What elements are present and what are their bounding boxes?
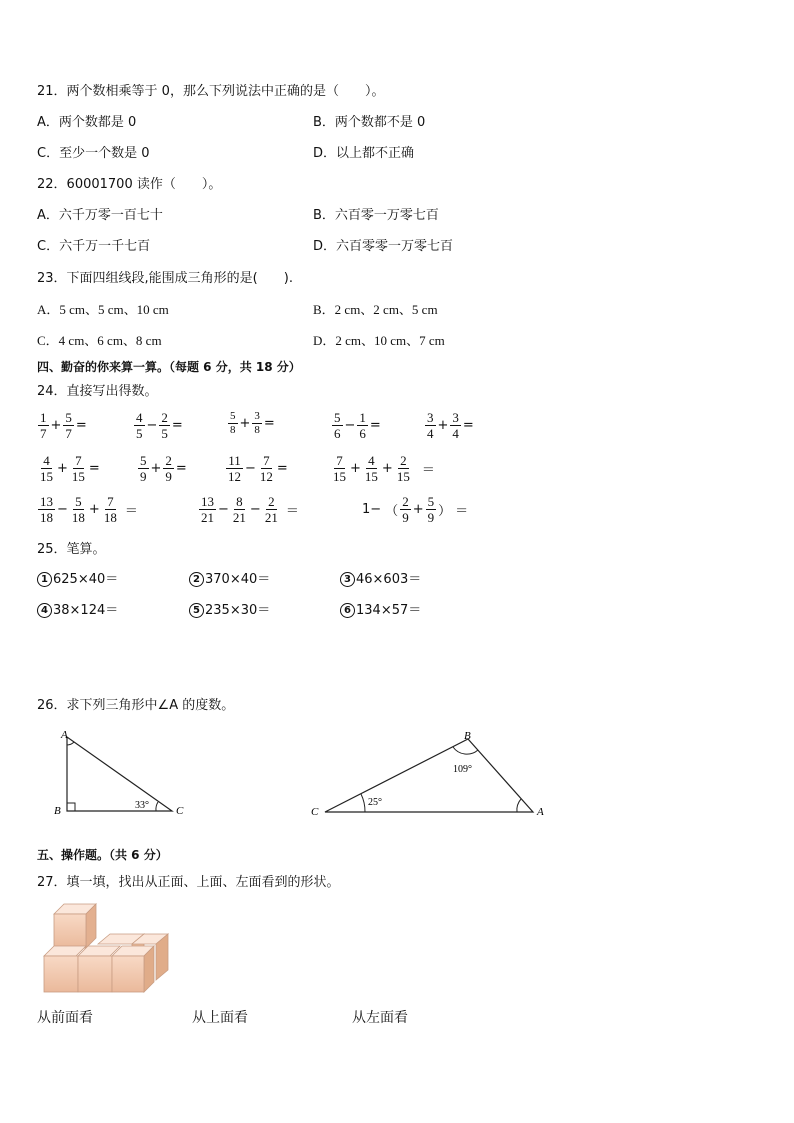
numerator: 3 <box>452 410 459 425</box>
equals-sign: = <box>263 416 275 431</box>
denominator: 15 <box>396 469 410 484</box>
q22-option-a: A．六千万零一百七十 <box>37 208 163 223</box>
equals-sign: = <box>369 418 381 433</box>
circled-number: 1 <box>37 572 52 587</box>
q27-stem: 27．填一填，找出从正面、上面、左面看到的形状。 <box>37 875 340 890</box>
fraction <box>38 410 49 441</box>
numerator: 7 <box>263 453 270 468</box>
vertex-a-label: A <box>537 806 544 818</box>
plus-sign: + <box>350 461 361 476</box>
fraction <box>163 453 174 484</box>
minus-sign: − <box>245 461 256 476</box>
numerator: 5 <box>427 494 435 509</box>
fraction <box>400 494 411 525</box>
plus-sign: + <box>150 461 162 476</box>
vertex-b-label: B <box>464 730 471 742</box>
equals-sign: ＝ <box>455 504 469 519</box>
denominator: 4 <box>427 426 434 441</box>
q24-expr-3 <box>228 410 277 437</box>
right-angle-mark <box>67 803 75 811</box>
view-top-label: 从上面看 <box>192 1010 248 1026</box>
q22-option-b: B．六百零一万零七百 <box>313 208 439 223</box>
denominator: 8 <box>230 424 236 436</box>
q25-item-expr: 370×40＝ <box>205 572 271 587</box>
q23-option-a: A．5 cm、5 cm、10 cm <box>37 302 169 317</box>
q25-item-expr: 46×603＝ <box>356 572 422 587</box>
denominator: 6 <box>359 426 366 441</box>
cube <box>112 946 154 992</box>
fraction <box>138 453 149 484</box>
denominator: 6 <box>334 426 341 441</box>
q24-expr-9 <box>331 453 437 484</box>
equals-sign: = <box>175 461 187 476</box>
equals-sign: = <box>88 461 100 476</box>
minus-sign: − <box>218 502 229 517</box>
right-triangle-figure <box>40 725 210 825</box>
numerator: 2 <box>268 494 275 509</box>
numerator: 5 <box>140 453 147 468</box>
q25-stem: 25．笔算。 <box>37 542 106 557</box>
numerator: 1 <box>359 410 366 425</box>
numerator: 7 <box>107 494 114 509</box>
numerator: 4 <box>368 453 375 468</box>
triangle-outline <box>325 739 533 812</box>
denominator: 21 <box>201 510 214 525</box>
q25-item-expr: 235×30＝ <box>205 603 271 618</box>
view-left-label: 从左面看 <box>352 1010 408 1026</box>
equals-sign: = <box>75 418 87 433</box>
q24-expr-2 <box>134 410 185 441</box>
numerator: 3 <box>254 410 260 422</box>
section4-title: 四、勤奋的你来算一算。（每题 6 分，共 18 分） <box>37 360 301 374</box>
q25-item-4 <box>37 602 118 620</box>
minus-sign: − <box>344 418 356 433</box>
numerator: 5 <box>230 410 236 422</box>
fraction <box>425 410 436 441</box>
denominator: 15 <box>333 469 346 484</box>
plus-sign: + <box>239 416 251 431</box>
equals-sign: ＝ <box>124 504 138 519</box>
cube-arrangement-figure <box>40 898 180 998</box>
numerator: 8 <box>236 494 243 509</box>
angle-b-arc <box>453 747 478 754</box>
q25-item-5 <box>189 602 270 620</box>
numerator: 2 <box>165 453 172 468</box>
q23-option-b: B．2 cm、2 cm、5 cm <box>313 302 438 317</box>
equals-sign: = <box>171 418 183 433</box>
q26-stem: 26．求下列三角形中∠A 的度数。 <box>37 698 235 713</box>
denominator: 9 <box>402 510 409 525</box>
numerator: 7 <box>336 453 343 468</box>
circled-number: 6 <box>340 603 355 618</box>
plus-sign: + <box>381 461 393 476</box>
fraction <box>226 453 243 484</box>
fraction <box>70 453 87 484</box>
plus-sign: + <box>50 418 62 433</box>
numerator: 1 <box>40 410 47 425</box>
q21-option-a: A．两个数都是 0 <box>37 115 137 130</box>
angle-33-label: 33° <box>135 800 149 811</box>
angle-c-arc <box>361 794 365 812</box>
q24-expr-4 <box>332 410 383 441</box>
numerator: 13 <box>201 494 214 509</box>
denominator: 7 <box>40 426 47 441</box>
fraction <box>159 410 170 441</box>
denominator: 18 <box>71 510 85 525</box>
denominator: 7 <box>65 426 72 441</box>
denominator: 4 <box>452 426 459 441</box>
fraction <box>363 453 380 484</box>
left-paren: （ <box>385 504 399 519</box>
denominator: 15 <box>364 469 378 484</box>
numerator: 5 <box>65 410 72 425</box>
plus-sign: + <box>412 502 424 517</box>
fraction <box>263 494 280 525</box>
q25-item-expr: 134×57＝ <box>356 603 422 618</box>
fraction <box>134 410 145 441</box>
numerator: 4 <box>43 453 50 468</box>
q22-option-d: D．六百零零一万零七百 <box>313 239 454 254</box>
q23-option-d: D．2 cm、10 cm、7 cm <box>313 333 445 348</box>
view-front-label: 从前面看 <box>37 1010 93 1026</box>
q25-item-1 <box>37 571 118 589</box>
fraction <box>199 494 216 525</box>
circled-number: 2 <box>189 572 204 587</box>
obtuse-triangle-figure <box>305 725 555 825</box>
fraction <box>70 494 87 525</box>
fraction <box>426 494 437 525</box>
q24-expr-11 <box>199 494 301 525</box>
equals-sign: = <box>276 461 288 476</box>
fraction <box>331 453 348 484</box>
denominator: 18 <box>103 510 117 525</box>
denominator: 18 <box>40 510 53 525</box>
q22-option-c: C．六千万一千七百 <box>37 239 151 254</box>
angle-a-arc <box>517 799 521 812</box>
circled-number: 5 <box>189 603 204 618</box>
numerator: 2 <box>161 410 168 425</box>
denominator: 9 <box>165 469 172 484</box>
angle-25-label: 25° <box>368 797 382 808</box>
q21-option-b: B．两个数都不是 0 <box>313 115 426 130</box>
fraction <box>252 410 262 437</box>
q25-item-6 <box>340 602 421 620</box>
fraction <box>231 494 248 525</box>
numerator: 7 <box>75 453 82 468</box>
angle-a-arc <box>67 742 74 745</box>
minus-sign: − <box>57 502 68 517</box>
numerator: 3 <box>427 410 434 425</box>
fraction <box>395 453 412 484</box>
fraction <box>332 410 343 441</box>
plus-sign: + <box>88 502 100 517</box>
q24-expr-10 <box>38 494 140 525</box>
denominator: 8 <box>254 424 260 436</box>
triangle-outline <box>67 737 172 811</box>
numerator: 5 <box>75 494 82 509</box>
numerator: 2 <box>400 453 407 468</box>
fraction <box>258 453 275 484</box>
denominator: 5 <box>136 426 143 441</box>
vertex-b-label: B <box>54 805 61 817</box>
fraction <box>357 410 368 441</box>
minus-sign: − <box>249 502 261 517</box>
q24-expr-12 <box>360 494 470 525</box>
vertex-a-label: A <box>61 729 68 741</box>
circled-number: 3 <box>340 572 355 587</box>
denominator: 21 <box>232 510 246 525</box>
numerator: 13 <box>40 494 53 509</box>
denominator: 9 <box>427 510 435 525</box>
numerator: 5 <box>334 410 341 425</box>
q23-option-c: C．4 cm、6 cm、8 cm <box>37 333 162 348</box>
circled-number: 4 <box>37 603 52 618</box>
angle-c-arc <box>156 802 158 811</box>
cube <box>54 904 96 948</box>
vertex-c-label: C <box>176 805 184 817</box>
fraction <box>102 494 119 525</box>
q24-stem: 24．直接写出得数。 <box>37 384 158 399</box>
denominator: 9 <box>140 469 147 484</box>
q22-stem: 22．60001700 读作（ ）。 <box>37 177 222 192</box>
q25-item-expr: 625×40＝ <box>53 572 119 587</box>
q25-item-2 <box>189 571 270 589</box>
denominator: 5 <box>161 426 168 441</box>
angle-109-label: 109° <box>453 764 472 775</box>
q24-expr-6 <box>38 453 102 484</box>
fraction <box>38 494 55 525</box>
plus-sign: + <box>437 418 449 433</box>
denominator: 12 <box>259 469 273 484</box>
numerator: 11 <box>228 453 241 468</box>
q24-expr-8 <box>226 453 290 484</box>
fraction <box>450 410 461 441</box>
q21-option-c: C．至少一个数是 0 <box>37 146 150 161</box>
q24-expr-1 <box>38 410 89 441</box>
vertex-c-label: C <box>311 806 319 818</box>
right-paren: ） <box>438 504 452 519</box>
q21-option-d: D．以上都不正确 <box>313 146 415 161</box>
denominator: 12 <box>228 469 241 484</box>
denominator: 15 <box>40 469 53 484</box>
q25-item-3 <box>340 571 421 589</box>
numerator: 2 <box>402 494 409 509</box>
denominator: 15 <box>71 469 85 484</box>
q24-expr-7 <box>138 453 189 484</box>
equals-sign: ＝ <box>421 463 435 478</box>
fraction <box>228 410 238 437</box>
section5-title: 五、操作题。（共 6 分） <box>37 848 168 862</box>
q23-stem: 23．下面四组线段,能围成三角形的是( ). <box>37 271 293 286</box>
q24-expr-5 <box>425 410 476 441</box>
denominator: 21 <box>264 510 278 525</box>
fraction <box>63 410 74 441</box>
fraction <box>38 453 55 484</box>
equals-sign: = <box>462 418 474 433</box>
q25-item-expr: 38×124＝ <box>53 603 119 618</box>
number-one: 1− <box>362 502 382 517</box>
numerator: 4 <box>136 410 143 425</box>
equals-sign: ＝ <box>285 504 299 519</box>
q21-stem: 21．两个数相乘等于 0，那么下列说法中正确的是（ ）。 <box>37 84 385 99</box>
plus-sign: + <box>57 461 68 476</box>
minus-sign: − <box>146 418 158 433</box>
